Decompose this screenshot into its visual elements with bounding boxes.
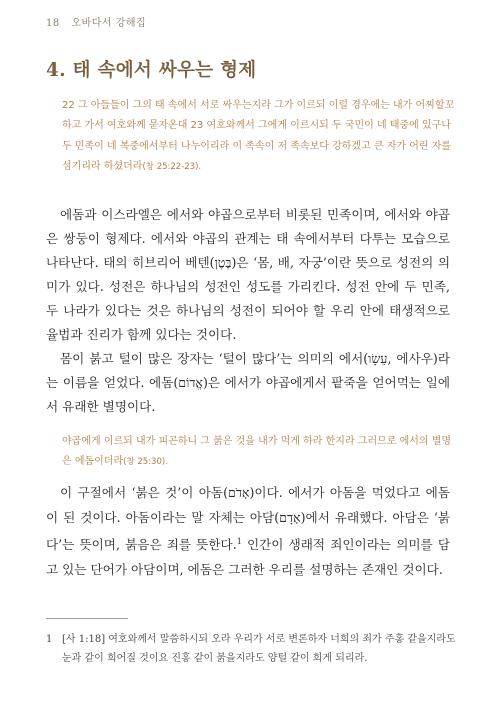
body-paragraph xyxy=(46,481,450,582)
footnote-divider xyxy=(46,618,128,619)
section-title: 4. 태 속에서 싸우는 형제 xyxy=(46,60,257,81)
footnote xyxy=(46,630,456,668)
scripture-quote-text: 22 그 아들들이 그의 태 속에서 서로 싸우는지라 그가 이르되 이럴 경우에는 내가 어찌할꼬 하고 가서 여호와께 묻자온대 23 여호와께서 그에게 이르시되 두 국민이 네 태중에 있구나 두 민족이 네 복중에서부터 나누이리라 이 족속이 저 족속보다 강하겠고 큰 자가 어린 자를 섬기리라 하셨더라 xyxy=(62,100,455,172)
body-paragraph-text: 이 구절에서 ‘붉은 것’이 아돔(אָדֹם)이다. 에서가 아돔을 먹었다고 에돔이 된 것이다. 아돔이라는 말 자체는 아담(אָדָם)에서 유래했다. 아담은 ‘붉다’는 뜻이며, 붉음은 죄를 뜻한다. xyxy=(46,485,450,553)
page-number: 18 xyxy=(46,18,60,29)
footnote-number: 1 xyxy=(46,634,53,645)
scripture-reference: (창 25:22-23). xyxy=(142,161,202,172)
body-paragraph-text: 인간이 생래적 죄인이라는 의미를 담고 있는 단어가 아담이며, 에돔은 그러한 우리를 설명하는 존재인 것이다. xyxy=(46,537,450,577)
footnote-text: [사 1:18] 여호와께서 말씀하시되 오라 우리가 서로 변론하자 너희의 죄가 주홍 같을지라도 눈과 같이 희어질 것이요 진홍 같이 붉을지라도 양털 같이 희게 되리라. xyxy=(62,634,456,664)
body-paragraph: 몸이 붉고 털이 많은 장자는 ‘털이 많다’는 의미의 에서(עֵשָׂו, 에사우)라는 이름을 얻었다. 에돔(אֱדוֹם)은 에서가 야곱에게서 팥죽을 얻어먹는 일에서 유래한 별명이다. xyxy=(46,351,451,414)
running-head xyxy=(46,14,146,29)
footnote-marker[interactable]: 1 xyxy=(236,537,242,546)
body-paragraph: 에돔과 이스라엘은 에서와 야곱으로부터 비롯된 민족이며, 에서와 야곱은 쌍둥이 형제다. 에서와 야곱의 관계는 태 속에서부터 다투는 모습으로 나타난다. 태의 히브리어 베텐(בֶּטֶן)은 ‘몸, 배, 자궁’이란 뜻으로 성전의 의미가 있다. 성전은 하나님의 성전인 성도를 가리킨다. 성전 안에 두 민족, 두 나라가 있다는 것은 하나님의 성전이 되어야 할 우리 안에 태생적으로 율법과 진리가 함께 있다는 것이다. xyxy=(46,207,450,342)
book-title: 오바다서 강해집 xyxy=(71,18,147,29)
scripture-reference: (창 25:30). xyxy=(123,457,168,468)
scripture-quote-text: 야곱에게 이르되 내가 피곤하니 그 붉은 것을 내가 먹게 하라 한지라 그러므로 에서의 별명은 에돔이더라 xyxy=(62,436,452,468)
scripture-quote xyxy=(62,96,456,177)
scripture-quote xyxy=(62,432,456,473)
